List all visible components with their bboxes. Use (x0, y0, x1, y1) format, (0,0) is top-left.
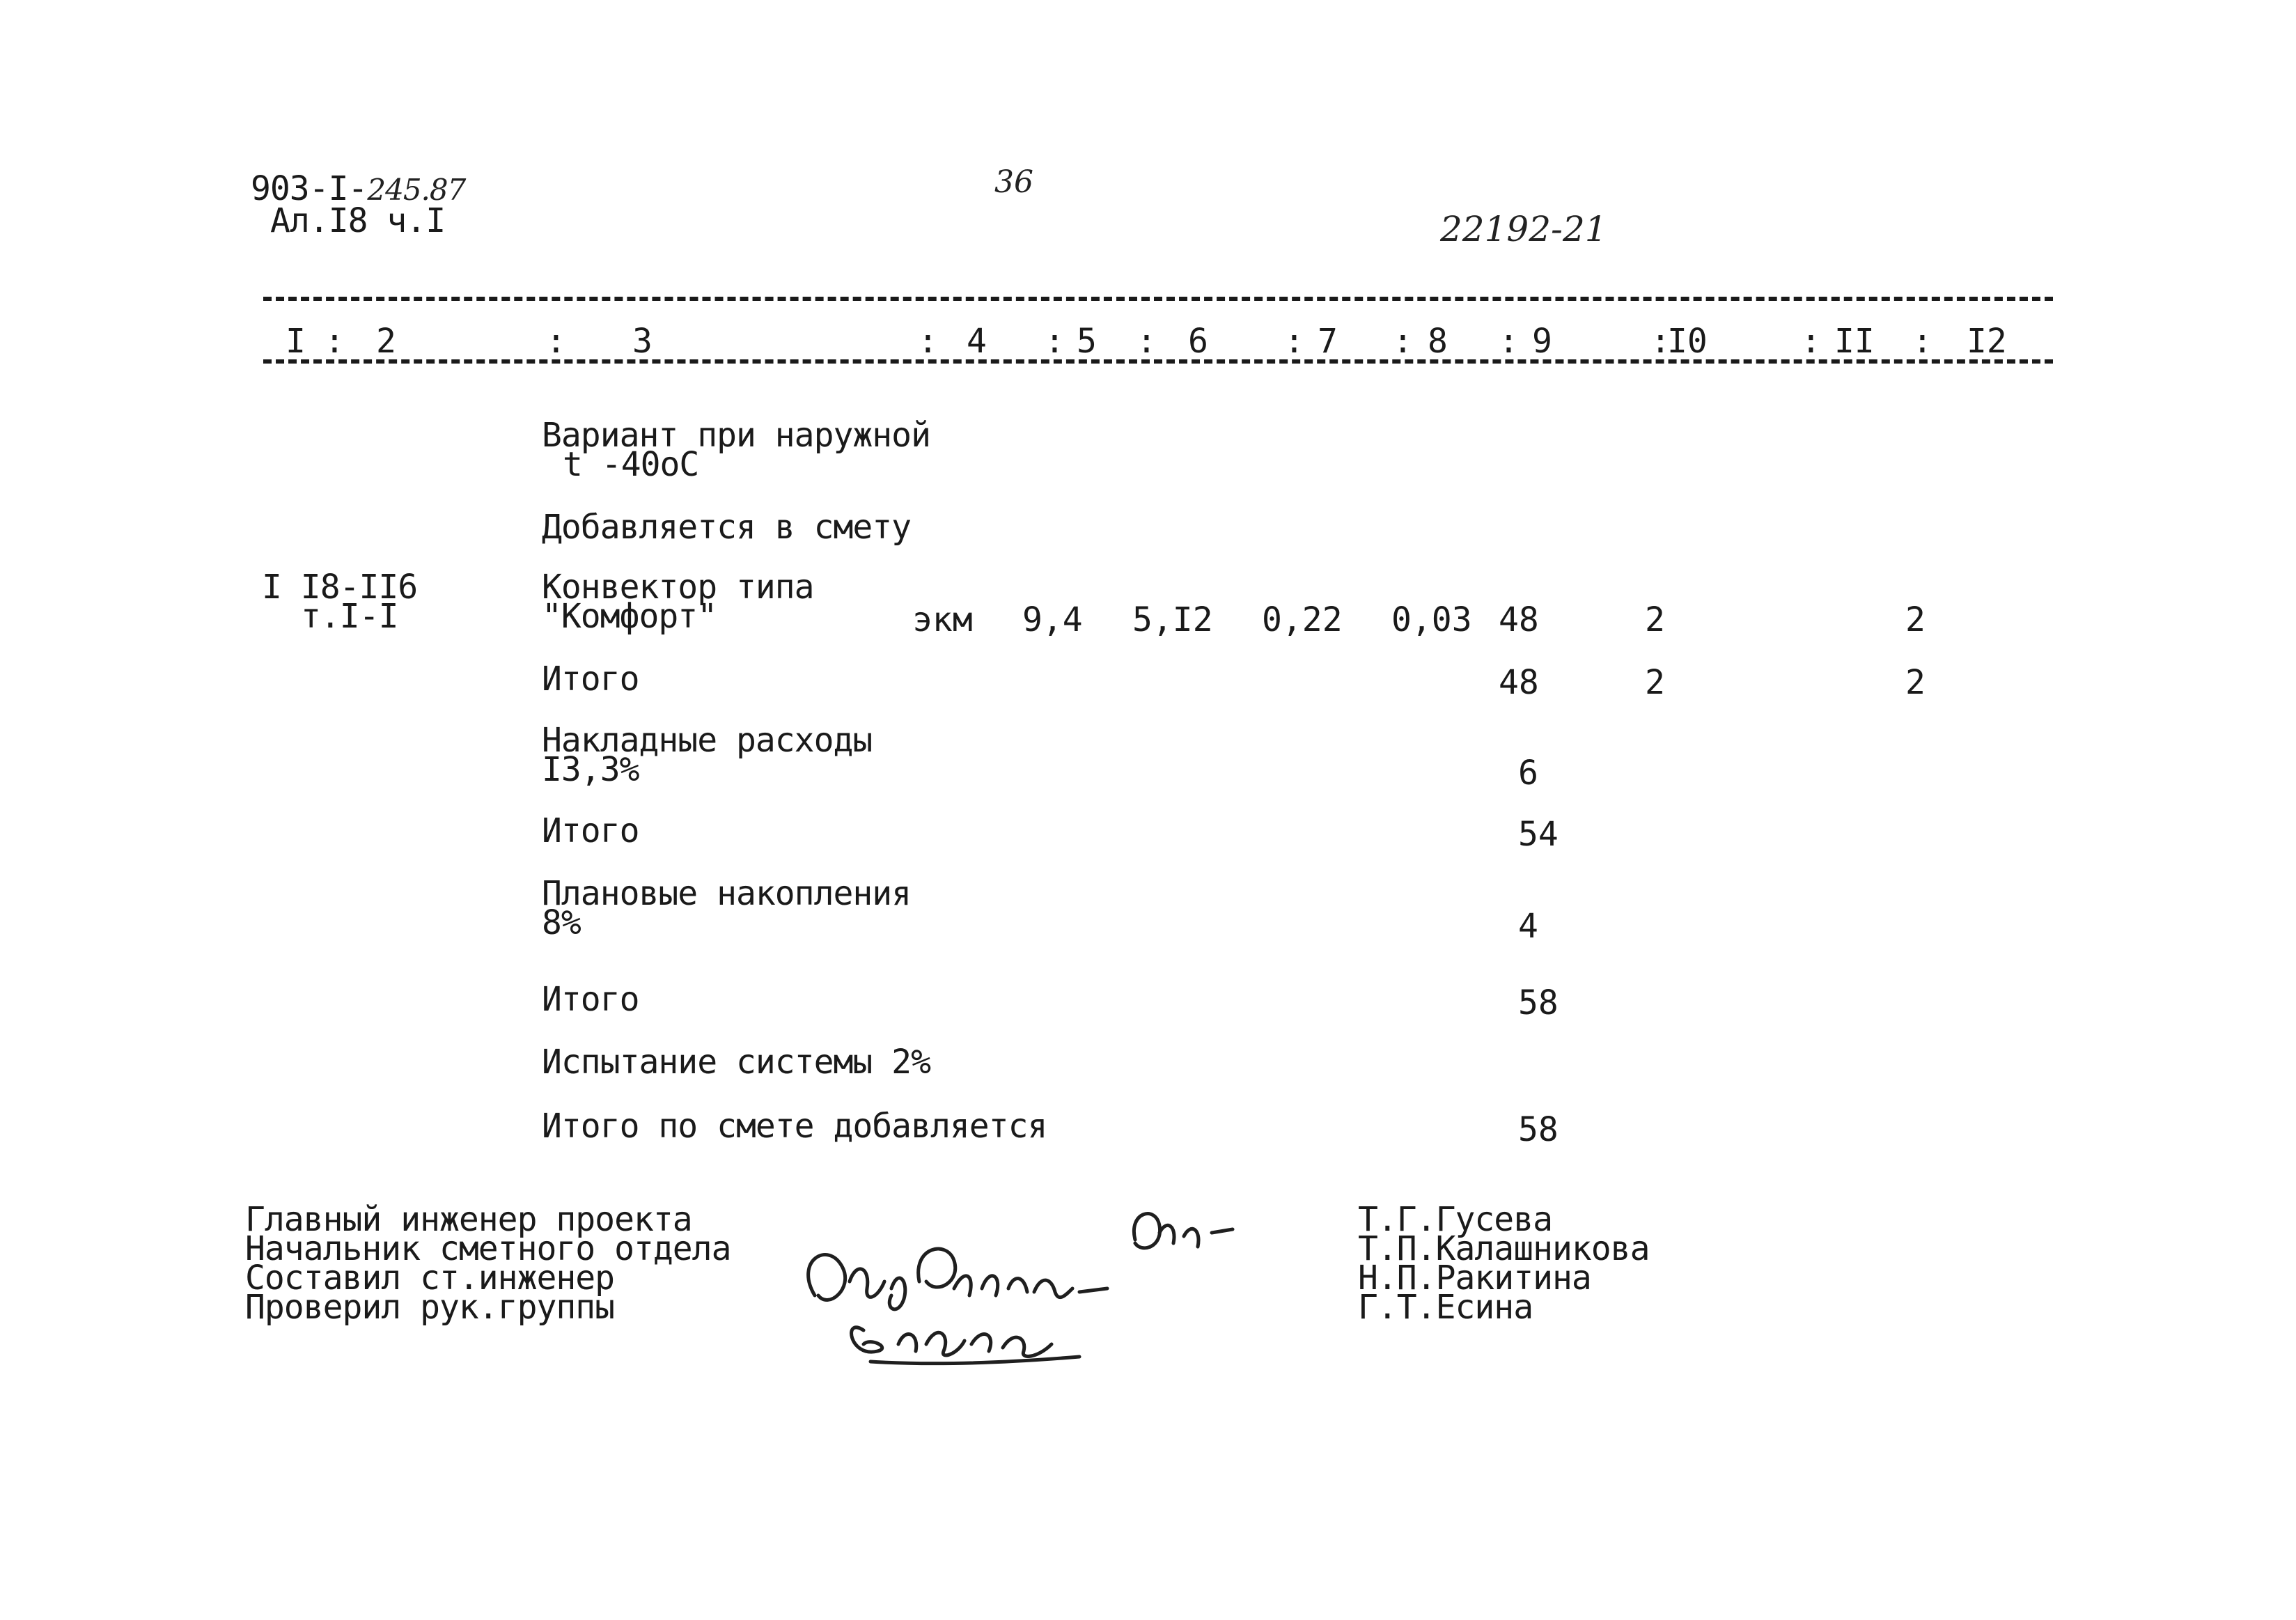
overhead-col9: 6 (1518, 754, 1538, 793)
column-number-12: I2 (1967, 322, 2007, 361)
column-number-7: 7 (1318, 322, 1338, 361)
overhead-label-line-2: I3,3% (542, 750, 639, 789)
name-esina: Г.Т.Есина (1358, 1288, 1533, 1327)
reference-number: 22192-21 (1440, 209, 1607, 249)
column-number-4: 4 (967, 322, 987, 361)
role-chief-engineer: Главный инженер проекта (245, 1200, 692, 1239)
column-number-9: 9 (1532, 322, 1552, 361)
item-col5: 9,4 (1022, 600, 1083, 639)
column-separator: : (1912, 322, 1932, 361)
doc-code-printed: 903-I- (251, 169, 368, 208)
page-number: 36 (994, 164, 1033, 200)
item-col10: 2 (1645, 600, 1665, 639)
column-separator: : (1801, 322, 1821, 361)
planned-label-line-2: 8% (542, 903, 581, 942)
column-number-11: II (1834, 322, 1875, 361)
column-number-5: 5 (1077, 322, 1097, 361)
overhead-label-line-1: Накладные расходы (542, 721, 873, 760)
item-col8: 0,03 (1391, 600, 1472, 639)
column-number-3: 3 (632, 322, 653, 361)
column-separator: : (1137, 322, 1157, 361)
added-heading: Добавляется в смету (542, 508, 912, 547)
item-unit: экм (912, 600, 973, 639)
item-code-line-2: т.I-I (301, 597, 398, 636)
total-3-col9: 58 (1518, 983, 1559, 1022)
system-test-label: Испытание системы 2% (542, 1043, 930, 1082)
item-col6: 5,I2 (1132, 600, 1213, 639)
grand-total-col9: 58 (1518, 1110, 1559, 1149)
name-guseva: Т.Г.Гусева (1358, 1200, 1552, 1239)
handwritten-signatures (787, 1177, 1260, 1372)
total-2-col9: 54 (1518, 815, 1559, 854)
column-separator: : (1393, 322, 1413, 361)
item-col12: 2 (1905, 600, 1926, 639)
column-number-2: 2 (376, 322, 396, 361)
column-separator: : (918, 322, 938, 361)
total-1-col12: 2 (1905, 663, 1926, 702)
total-1-label: Итого (542, 660, 639, 699)
total-3-label: Итого (542, 980, 639, 1019)
total-1-col9: 48 (1499, 663, 1539, 702)
item-name-line-1: Конвектор типа (542, 568, 814, 607)
album-line: Ал.I8 ч.I (270, 201, 446, 240)
role-head-estimates: Начальник сметного отдела (245, 1229, 731, 1268)
column-separator: : (1284, 322, 1304, 361)
item-col7: 0,22 (1262, 600, 1343, 639)
column-separator: : (1045, 322, 1065, 361)
item-code-line-1: I I8-II6 (262, 568, 418, 607)
item-name-line-2: "Комфорт" (542, 597, 717, 636)
column-separator: : (325, 322, 345, 361)
total-1-col10: 2 (1645, 663, 1665, 702)
column-separator: : (1499, 322, 1519, 361)
column-number-8: 8 (1428, 322, 1448, 361)
column-number-10: I0 (1667, 322, 1708, 361)
column-number-1: I (286, 322, 306, 361)
grand-total-label: Итого по смете добавляется (542, 1107, 1047, 1146)
planned-col9: 4 (1518, 907, 1538, 946)
role-checked-by: Проверил рук.группы (245, 1288, 615, 1327)
name-rakitina: Н.П.Ракитина (1358, 1259, 1591, 1298)
header-rule-top (263, 297, 2053, 301)
role-compiled-by: Составил ст.инженер (245, 1259, 615, 1298)
variant-line-2: t -40oC (563, 445, 699, 484)
planned-label-line-1: Плановые накопления (542, 874, 912, 913)
column-separator: : (1650, 322, 1671, 361)
column-number-6: 6 (1188, 322, 1208, 361)
doc-code-handwritten: 245.87 (367, 173, 466, 207)
header-rule-bottom (263, 359, 2053, 364)
item-col9: 48 (1499, 600, 1539, 639)
variant-line-1: Вариант при наружной (542, 416, 930, 455)
column-separator: : (546, 322, 566, 361)
total-2-label: Итого (542, 811, 639, 850)
name-kalashnikova: Т.П.Калашникова (1358, 1229, 1650, 1268)
